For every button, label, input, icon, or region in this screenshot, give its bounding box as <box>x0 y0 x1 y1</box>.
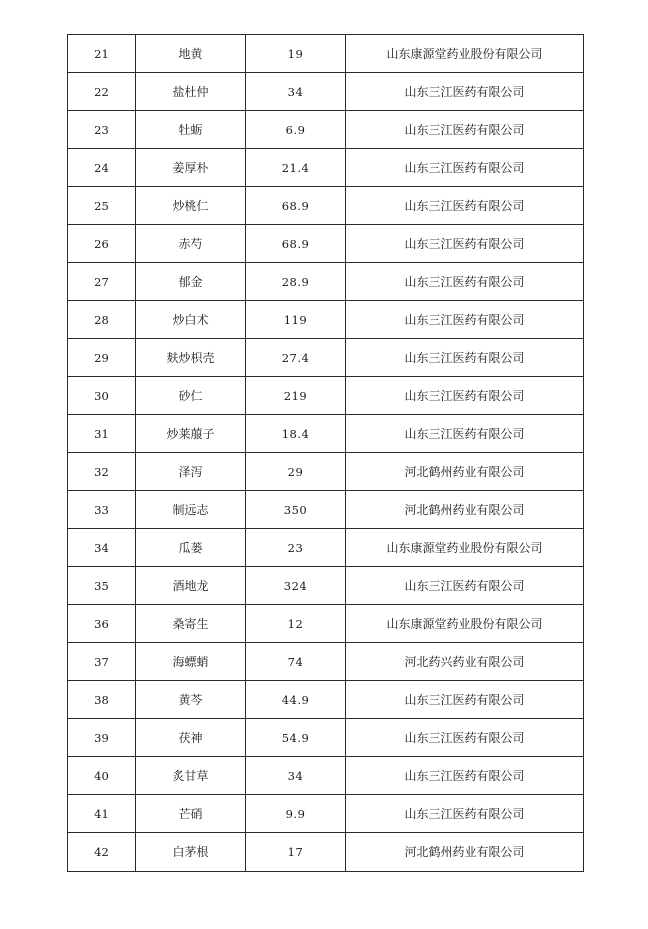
price-cell: 54.9 <box>246 719 346 757</box>
drug-name-cell: 炒白术 <box>136 301 246 339</box>
company-cell: 山东康源堂药业股份有限公司 <box>346 529 584 567</box>
price-cell: 74 <box>246 643 346 681</box>
table-row <box>68 73 584 111</box>
row-number-cell: 32 <box>68 453 136 491</box>
price-cell: 324 <box>246 567 346 605</box>
drug-name-cell: 牡蛎 <box>136 111 246 149</box>
table-row <box>68 149 584 187</box>
row-number-cell: 25 <box>68 187 136 225</box>
price-cell: 29 <box>246 453 346 491</box>
row-number-cell: 27 <box>68 263 136 301</box>
price-cell: 34 <box>246 73 346 111</box>
row-number-cell: 40 <box>68 757 136 795</box>
company-cell: 河北鹤州药业有限公司 <box>346 491 584 529</box>
row-number-cell: 26 <box>68 225 136 263</box>
company-cell: 山东三江医药有限公司 <box>346 149 584 187</box>
drug-name-cell: 芒硝 <box>136 795 246 833</box>
price-cell: 219 <box>246 377 346 415</box>
table-row <box>68 643 584 681</box>
row-number-cell: 30 <box>68 377 136 415</box>
drug-price-table <box>67 34 584 872</box>
drug-name-cell: 炙甘草 <box>136 757 246 795</box>
company-cell: 山东三江医药有限公司 <box>346 415 584 453</box>
company-cell: 山东三江医药有限公司 <box>346 719 584 757</box>
row-number-cell: 36 <box>68 605 136 643</box>
drug-name-cell: 砂仁 <box>136 377 246 415</box>
company-cell: 山东三江医药有限公司 <box>346 187 584 225</box>
price-cell: 44.9 <box>246 681 346 719</box>
row-number-cell: 35 <box>68 567 136 605</box>
company-cell: 河北鹤州药业有限公司 <box>346 833 584 872</box>
drug-name-cell: 制远志 <box>136 491 246 529</box>
table-row <box>68 491 584 529</box>
price-cell: 350 <box>246 491 346 529</box>
table-row <box>68 757 584 795</box>
table-row <box>68 833 584 872</box>
drug-name-cell: 盐杜仲 <box>136 73 246 111</box>
table-row <box>68 415 584 453</box>
table-row <box>68 453 584 491</box>
company-cell: 山东三江医药有限公司 <box>346 111 584 149</box>
price-cell: 17 <box>246 833 346 872</box>
company-cell: 山东三江医药有限公司 <box>346 73 584 111</box>
table-row <box>68 681 584 719</box>
drug-name-cell: 麸炒枳壳 <box>136 339 246 377</box>
drug-name-cell: 地黄 <box>136 35 246 73</box>
drug-name-cell: 黄芩 <box>136 681 246 719</box>
table-row <box>68 301 584 339</box>
drug-name-cell: 赤芍 <box>136 225 246 263</box>
row-number-cell: 24 <box>68 149 136 187</box>
row-number-cell: 38 <box>68 681 136 719</box>
row-number-cell: 34 <box>68 529 136 567</box>
drug-name-cell: 炒莱菔子 <box>136 415 246 453</box>
price-cell: 68.9 <box>246 225 346 263</box>
row-number-cell: 23 <box>68 111 136 149</box>
drug-name-cell: 姜厚朴 <box>136 149 246 187</box>
price-cell: 28.9 <box>246 263 346 301</box>
company-cell: 山东三江医药有限公司 <box>346 339 584 377</box>
table-row <box>68 263 584 301</box>
row-number-cell: 37 <box>68 643 136 681</box>
company-cell: 河北鹤州药业有限公司 <box>346 453 584 491</box>
price-cell: 12 <box>246 605 346 643</box>
row-number-cell: 31 <box>68 415 136 453</box>
drug-name-cell: 泽泻 <box>136 453 246 491</box>
company-cell: 山东三江医药有限公司 <box>346 263 584 301</box>
price-cell: 9.9 <box>246 795 346 833</box>
drug-name-cell: 茯神 <box>136 719 246 757</box>
row-number-cell: 39 <box>68 719 136 757</box>
table-row <box>68 225 584 263</box>
table-row <box>68 111 584 149</box>
price-cell: 23 <box>246 529 346 567</box>
company-cell: 山东康源堂药业股份有限公司 <box>346 35 584 73</box>
drug-name-cell: 瓜蒌 <box>136 529 246 567</box>
company-cell: 山东三江医药有限公司 <box>346 681 584 719</box>
company-cell: 山东三江医药有限公司 <box>346 795 584 833</box>
table-row <box>68 529 584 567</box>
drug-name-cell: 白茅根 <box>136 833 246 872</box>
drug-name-cell: 海螵蛸 <box>136 643 246 681</box>
company-cell: 山东三江医药有限公司 <box>346 567 584 605</box>
row-number-cell: 33 <box>68 491 136 529</box>
company-cell: 山东三江医药有限公司 <box>346 301 584 339</box>
company-cell: 山东三江医药有限公司 <box>346 377 584 415</box>
table-row <box>68 719 584 757</box>
company-cell: 河北药兴药业有限公司 <box>346 643 584 681</box>
table-body <box>68 35 584 872</box>
table-row <box>68 339 584 377</box>
price-cell: 119 <box>246 301 346 339</box>
table-row <box>68 377 584 415</box>
row-number-cell: 22 <box>68 73 136 111</box>
price-cell: 34 <box>246 757 346 795</box>
price-cell: 27.4 <box>246 339 346 377</box>
row-number-cell: 41 <box>68 795 136 833</box>
drug-name-cell: 桑寄生 <box>136 605 246 643</box>
table-row <box>68 187 584 225</box>
table-row <box>68 795 584 833</box>
company-cell: 山东三江医药有限公司 <box>346 757 584 795</box>
table-row <box>68 35 584 73</box>
price-cell: 18.4 <box>246 415 346 453</box>
company-cell: 山东三江医药有限公司 <box>346 225 584 263</box>
table-row <box>68 567 584 605</box>
price-cell: 68.9 <box>246 187 346 225</box>
drug-name-cell: 酒地龙 <box>136 567 246 605</box>
row-number-cell: 28 <box>68 301 136 339</box>
row-number-cell: 29 <box>68 339 136 377</box>
drug-name-cell: 郁金 <box>136 263 246 301</box>
price-cell: 19 <box>246 35 346 73</box>
table-row <box>68 605 584 643</box>
row-number-cell: 42 <box>68 833 136 872</box>
row-number-cell: 21 <box>68 35 136 73</box>
drug-name-cell: 炒桃仁 <box>136 187 246 225</box>
company-cell: 山东康源堂药业股份有限公司 <box>346 605 584 643</box>
price-cell: 6.9 <box>246 111 346 149</box>
price-cell: 21.4 <box>246 149 346 187</box>
